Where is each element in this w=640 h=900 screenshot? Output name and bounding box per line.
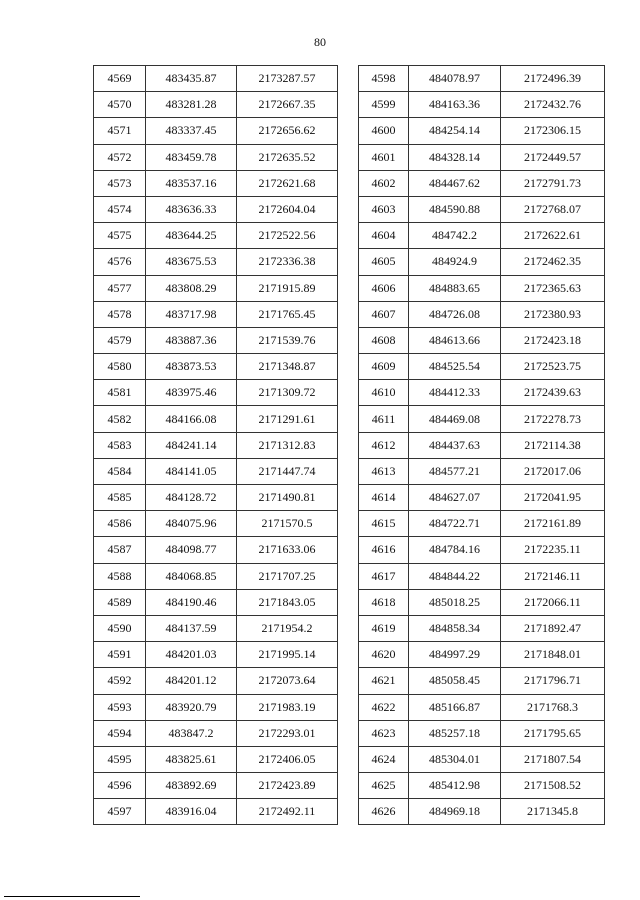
y-coordinate-cell: 2171768.3: [501, 694, 605, 720]
point-id-cell: 4588: [94, 563, 146, 589]
x-coordinate-cell: 483920.79: [146, 694, 237, 720]
x-coordinate-cell: 484883.65: [409, 275, 501, 301]
point-id-cell: 4594: [94, 720, 146, 746]
table-row: [94, 432, 338, 458]
table-row: [359, 327, 605, 353]
point-id-cell: 4589: [94, 589, 146, 615]
table-row: [359, 589, 605, 615]
point-id-cell: 4596: [94, 773, 146, 799]
point-id-cell: 4569: [94, 66, 146, 92]
point-id-cell: 4597: [94, 799, 146, 825]
x-coordinate-cell: 484137.59: [146, 615, 237, 641]
x-coordinate-cell: 483281.28: [146, 92, 237, 118]
x-coordinate-cell: 483636.33: [146, 196, 237, 222]
y-coordinate-cell: 2171291.61: [237, 406, 338, 432]
x-coordinate-cell: 484590.88: [409, 196, 501, 222]
y-coordinate-cell: 2172622.61: [501, 223, 605, 249]
y-coordinate-cell: 2172432.76: [501, 92, 605, 118]
y-coordinate-cell: 2171570.5: [237, 511, 338, 537]
y-coordinate-cell: 2171796.71: [501, 668, 605, 694]
y-coordinate-cell: 2171707.25: [237, 563, 338, 589]
point-id-cell: 4598: [359, 66, 409, 92]
table-row: [359, 223, 605, 249]
point-id-cell: 4608: [359, 327, 409, 353]
x-coordinate-cell: 485018.25: [409, 589, 501, 615]
table-row: [359, 537, 605, 563]
point-id-cell: 4606: [359, 275, 409, 301]
y-coordinate-cell: 2172041.95: [501, 485, 605, 511]
table-row: [94, 249, 338, 275]
x-coordinate-cell: 484412.33: [409, 380, 501, 406]
point-id-cell: 4575: [94, 223, 146, 249]
table-row: [359, 196, 605, 222]
y-coordinate-cell: 2172278.73: [501, 406, 605, 432]
y-coordinate-cell: 2173287.57: [237, 66, 338, 92]
y-coordinate-cell: 2172066.11: [501, 589, 605, 615]
point-id-cell: 4576: [94, 249, 146, 275]
point-id-cell: 4601: [359, 144, 409, 170]
table-row: [94, 642, 338, 668]
y-coordinate-cell: 2172406.05: [237, 746, 338, 772]
y-coordinate-cell: 2172365.63: [501, 275, 605, 301]
point-id-cell: 4574: [94, 196, 146, 222]
table-row: [359, 432, 605, 458]
table-row: [359, 746, 605, 772]
x-coordinate-cell: 483975.46: [146, 380, 237, 406]
table-row: [359, 249, 605, 275]
x-coordinate-cell: 484201.12: [146, 668, 237, 694]
y-coordinate-cell: 2172656.62: [237, 118, 338, 144]
y-coordinate-cell: 2172791.73: [501, 170, 605, 196]
table-row: [94, 563, 338, 589]
point-id-cell: 4620: [359, 642, 409, 668]
y-coordinate-cell: 2172306.15: [501, 118, 605, 144]
table-row: [359, 118, 605, 144]
table-row: [94, 668, 338, 694]
coordinate-table-left: [93, 65, 338, 825]
point-id-cell: 4587: [94, 537, 146, 563]
x-coordinate-cell: 484722.71: [409, 511, 501, 537]
x-coordinate-cell: 483337.45: [146, 118, 237, 144]
y-coordinate-cell: 2172667.35: [237, 92, 338, 118]
point-id-cell: 4614: [359, 485, 409, 511]
table-row: [359, 458, 605, 484]
table-row: [359, 66, 605, 92]
x-coordinate-cell: 485257.18: [409, 720, 501, 746]
point-id-cell: 4604: [359, 223, 409, 249]
point-id-cell: 4579: [94, 327, 146, 353]
table-row: [94, 170, 338, 196]
x-coordinate-cell: 483808.29: [146, 275, 237, 301]
point-id-cell: 4581: [94, 380, 146, 406]
table-row: [94, 511, 338, 537]
x-coordinate-cell: 484577.21: [409, 458, 501, 484]
table-row: [359, 144, 605, 170]
y-coordinate-cell: 2172496.39: [501, 66, 605, 92]
point-id-cell: 4571: [94, 118, 146, 144]
table-row: [359, 615, 605, 641]
x-coordinate-cell: 484201.03: [146, 642, 237, 668]
x-coordinate-cell: 483892.69: [146, 773, 237, 799]
x-coordinate-cell: 484613.66: [409, 327, 501, 353]
table-row: [359, 720, 605, 746]
x-coordinate-cell: 484469.08: [409, 406, 501, 432]
point-id-cell: 4613: [359, 458, 409, 484]
x-coordinate-cell: 484128.72: [146, 485, 237, 511]
y-coordinate-cell: 2172768.07: [501, 196, 605, 222]
x-coordinate-cell: 484190.46: [146, 589, 237, 615]
table-row: [359, 694, 605, 720]
table-row: [359, 275, 605, 301]
table-row: [94, 118, 338, 144]
y-coordinate-cell: 2172235.11: [501, 537, 605, 563]
table-row: [94, 537, 338, 563]
point-id-cell: 4605: [359, 249, 409, 275]
y-coordinate-cell: 2171765.45: [237, 301, 338, 327]
y-coordinate-cell: 2172604.04: [237, 196, 338, 222]
table-row: [94, 92, 338, 118]
x-coordinate-cell: 484241.14: [146, 432, 237, 458]
point-id-cell: 4577: [94, 275, 146, 301]
y-coordinate-cell: 2171915.89: [237, 275, 338, 301]
y-coordinate-cell: 2172523.75: [501, 354, 605, 380]
point-id-cell: 4585: [94, 485, 146, 511]
table-row: [359, 511, 605, 537]
y-coordinate-cell: 2171309.72: [237, 380, 338, 406]
y-coordinate-cell: 2172423.89: [237, 773, 338, 799]
y-coordinate-cell: 2171539.76: [237, 327, 338, 353]
point-id-cell: 4593: [94, 694, 146, 720]
point-id-cell: 4618: [359, 589, 409, 615]
x-coordinate-cell: 483847.2: [146, 720, 237, 746]
x-coordinate-cell: 483916.04: [146, 799, 237, 825]
x-coordinate-cell: 484844.22: [409, 563, 501, 589]
x-coordinate-cell: 483717.98: [146, 301, 237, 327]
x-coordinate-cell: 484784.16: [409, 537, 501, 563]
y-coordinate-cell: 2172146.11: [501, 563, 605, 589]
table-row: [94, 327, 338, 353]
footnote-rule: [4, 896, 140, 897]
point-id-cell: 4602: [359, 170, 409, 196]
point-id-cell: 4610: [359, 380, 409, 406]
table-row: [359, 301, 605, 327]
x-coordinate-cell: 484858.34: [409, 615, 501, 641]
point-id-cell: 4619: [359, 615, 409, 641]
point-id-cell: 4582: [94, 406, 146, 432]
y-coordinate-cell: 2172449.57: [501, 144, 605, 170]
point-id-cell: 4599: [359, 92, 409, 118]
table-row: [359, 92, 605, 118]
x-coordinate-cell: 484525.54: [409, 354, 501, 380]
x-coordinate-cell: 483644.25: [146, 223, 237, 249]
table-row: [94, 589, 338, 615]
table-row: [94, 196, 338, 222]
y-coordinate-cell: 2171995.14: [237, 642, 338, 668]
table-row: [94, 485, 338, 511]
table-row: [359, 170, 605, 196]
table-row: [94, 615, 338, 641]
table-row: [359, 406, 605, 432]
x-coordinate-cell: 484075.96: [146, 511, 237, 537]
point-id-cell: 4572: [94, 144, 146, 170]
point-id-cell: 4612: [359, 432, 409, 458]
point-id-cell: 4584: [94, 458, 146, 484]
point-id-cell: 4615: [359, 511, 409, 537]
x-coordinate-cell: 484969.18: [409, 799, 501, 825]
point-id-cell: 4621: [359, 668, 409, 694]
x-coordinate-cell: 484068.85: [146, 563, 237, 589]
x-coordinate-cell: 484742.2: [409, 223, 501, 249]
x-coordinate-cell: 485412.98: [409, 773, 501, 799]
y-coordinate-cell: 2172439.63: [501, 380, 605, 406]
point-id-cell: 4590: [94, 615, 146, 641]
point-id-cell: 4607: [359, 301, 409, 327]
point-id-cell: 4578: [94, 301, 146, 327]
table-row: [94, 720, 338, 746]
x-coordinate-cell: 483873.53: [146, 354, 237, 380]
x-coordinate-cell: 484924.9: [409, 249, 501, 275]
x-coordinate-cell: 485166.87: [409, 694, 501, 720]
y-coordinate-cell: 2172293.01: [237, 720, 338, 746]
table-row: [94, 773, 338, 799]
x-coordinate-cell: 483435.87: [146, 66, 237, 92]
y-coordinate-cell: 2171983.19: [237, 694, 338, 720]
table-row: [359, 563, 605, 589]
x-coordinate-cell: 484166.08: [146, 406, 237, 432]
point-id-cell: 4609: [359, 354, 409, 380]
table-row: [359, 485, 605, 511]
table-row: [94, 275, 338, 301]
x-coordinate-cell: 484997.29: [409, 642, 501, 668]
x-coordinate-cell: 483537.16: [146, 170, 237, 196]
y-coordinate-cell: 2172073.64: [237, 668, 338, 694]
point-id-cell: 4591: [94, 642, 146, 668]
y-coordinate-cell: 2172017.06: [501, 458, 605, 484]
y-coordinate-cell: 2171490.81: [237, 485, 338, 511]
x-coordinate-cell: 484163.36: [409, 92, 501, 118]
table-row: [94, 66, 338, 92]
table-row: [94, 694, 338, 720]
y-coordinate-cell: 2171508.52: [501, 773, 605, 799]
point-id-cell: 4595: [94, 746, 146, 772]
x-coordinate-cell: 484627.07: [409, 485, 501, 511]
page-number: 80: [314, 35, 326, 49]
table-row: [94, 223, 338, 249]
x-coordinate-cell: 483459.78: [146, 144, 237, 170]
x-coordinate-cell: 484098.77: [146, 537, 237, 563]
y-coordinate-cell: 2171447.74: [237, 458, 338, 484]
x-coordinate-cell: 484467.62: [409, 170, 501, 196]
point-id-cell: 4616: [359, 537, 409, 563]
table-row: [359, 799, 605, 825]
x-coordinate-cell: 484141.05: [146, 458, 237, 484]
x-coordinate-cell: 484437.63: [409, 432, 501, 458]
y-coordinate-cell: 2172492.11: [237, 799, 338, 825]
y-coordinate-cell: 2171795.65: [501, 720, 605, 746]
y-coordinate-cell: 2171807.54: [501, 746, 605, 772]
table-row: [94, 380, 338, 406]
point-id-cell: 4617: [359, 563, 409, 589]
x-coordinate-cell: 483887.36: [146, 327, 237, 353]
y-coordinate-cell: 2171633.06: [237, 537, 338, 563]
y-coordinate-cell: 2172336.38: [237, 249, 338, 275]
point-id-cell: 4573: [94, 170, 146, 196]
y-coordinate-cell: 2172621.68: [237, 170, 338, 196]
table-row: [359, 380, 605, 406]
x-coordinate-cell: 484254.14: [409, 118, 501, 144]
y-coordinate-cell: 2172161.89: [501, 511, 605, 537]
point-id-cell: 4603: [359, 196, 409, 222]
x-coordinate-cell: 484726.08: [409, 301, 501, 327]
y-coordinate-cell: 2172114.38: [501, 432, 605, 458]
table-row: [94, 799, 338, 825]
table-row: [94, 144, 338, 170]
table-row: [359, 642, 605, 668]
y-coordinate-cell: 2171848.01: [501, 642, 605, 668]
table-row: [94, 301, 338, 327]
point-id-cell: 4580: [94, 354, 146, 380]
y-coordinate-cell: 2172380.93: [501, 301, 605, 327]
table-row: [359, 354, 605, 380]
point-id-cell: 4592: [94, 668, 146, 694]
table-row: [359, 773, 605, 799]
y-coordinate-cell: 2171954.2: [237, 615, 338, 641]
point-id-cell: 4622: [359, 694, 409, 720]
point-id-cell: 4600: [359, 118, 409, 144]
table-row: [94, 406, 338, 432]
x-coordinate-cell: 485304.01: [409, 746, 501, 772]
x-coordinate-cell: 484328.14: [409, 144, 501, 170]
x-coordinate-cell: 484078.97: [409, 66, 501, 92]
y-coordinate-cell: 2171843.05: [237, 589, 338, 615]
x-coordinate-cell: 483825.61: [146, 746, 237, 772]
table-row: [359, 668, 605, 694]
y-coordinate-cell: 2171345.8: [501, 799, 605, 825]
point-id-cell: 4611: [359, 406, 409, 432]
point-id-cell: 4625: [359, 773, 409, 799]
point-id-cell: 4586: [94, 511, 146, 537]
table-row: [94, 458, 338, 484]
point-id-cell: 4623: [359, 720, 409, 746]
y-coordinate-cell: 2171892.47: [501, 615, 605, 641]
coordinate-table-right: [358, 65, 605, 825]
point-id-cell: 4624: [359, 746, 409, 772]
y-coordinate-cell: 2171348.87: [237, 354, 338, 380]
table-row: [94, 746, 338, 772]
y-coordinate-cell: 2171312.83: [237, 432, 338, 458]
y-coordinate-cell: 2172423.18: [501, 327, 605, 353]
y-coordinate-cell: 2172635.52: [237, 144, 338, 170]
x-coordinate-cell: 485058.45: [409, 668, 501, 694]
point-id-cell: 4570: [94, 92, 146, 118]
table-row: [94, 354, 338, 380]
y-coordinate-cell: 2172522.56: [237, 223, 338, 249]
point-id-cell: 4583: [94, 432, 146, 458]
x-coordinate-cell: 483675.53: [146, 249, 237, 275]
point-id-cell: 4626: [359, 799, 409, 825]
y-coordinate-cell: 2172462.35: [501, 249, 605, 275]
